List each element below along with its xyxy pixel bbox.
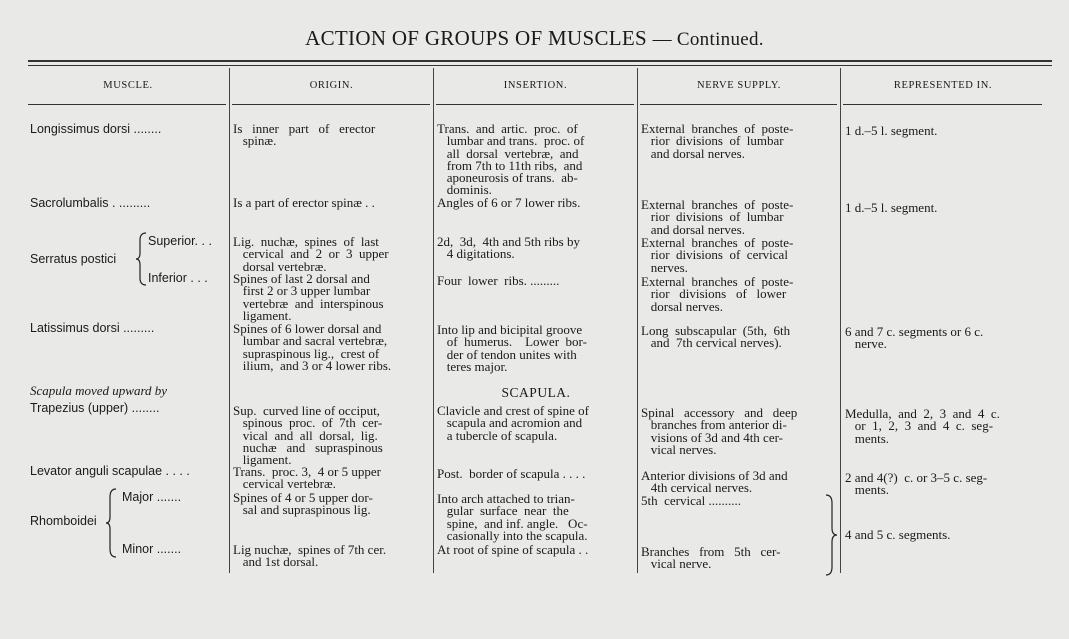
insertion-serratus-inferior: Four lower ribs. .........	[437, 273, 560, 288]
muscle-levator-anguli-scapulae: Levator anguli scapulae . . . .	[30, 464, 190, 478]
origin-latissimus: Spines of 6 lower dorsal and lumbar and sacral vertebræ, supraspinous lig., crest of ilium, and 3 or 4 lower ribs.	[233, 321, 392, 373]
nerve-sacrolumbalis: External branches of poste- rior divisions of lumbar and dorsal nerves.	[641, 197, 794, 237]
header-origin: ORIGIN.	[309, 80, 354, 91]
origin-rhomboidei-major: Spines of 4 or 5 upper dor- sal and supraspinous lig.	[233, 490, 373, 518]
insertion-levator: Post. border of scapula . . . .	[437, 466, 586, 481]
insertion-trapezius: Clavicle and crest of spine of scapula and acromion and a tubercle of scapula.	[437, 403, 589, 443]
represented-levator: 2 and 4(?) c. or 3–5 c. seg- ments.	[845, 470, 988, 498]
origin-sacrolumbalis: Is a part of erector spinæ . .	[233, 195, 375, 210]
scapula-subheading: Scapula moved upward by	[30, 383, 168, 398]
insertion-longissimus: Trans. and artic. proc. of lumbar and trans. proc. of all dorsal vertebræ, and from 7th to 11th ribs, and aponeurosis of trans. ab- dominis.	[437, 121, 585, 198]
column-divider	[229, 68, 230, 573]
nerve-trapezius: Spinal accessory and deep branches from anterior di- visions of 3d and 4th cer- vical nerves.	[641, 405, 798, 457]
header-underline	[843, 104, 1042, 105]
insertion-rhomboidei-minor: At root of spine of scapula . .	[437, 542, 589, 557]
represented-sacrolumbalis: 1 d.–5 l. segment.	[845, 200, 938, 215]
origin-serratus-superior: Lig. nuchæ, spines of last cervical and 2 or 3 upper dorsal vertebræ.	[233, 234, 389, 274]
page-title	[0, 26, 1069, 51]
header-muscle: MUSCLE.	[103, 80, 153, 91]
header-underline	[640, 104, 837, 105]
muscle-longissimus-dorsi: Longissimus dorsi ........	[30, 122, 162, 136]
nerve-latissimus: Long subscapular (5th, 6th and 7th cervical nerves).	[641, 323, 791, 351]
brace-icon	[106, 488, 118, 558]
origin-longissimus: Is inner part of erector spinæ.	[233, 121, 376, 149]
nerve-serratus-inferior: External branches of poste- rior divisions of lower dorsal nerves.	[641, 274, 794, 314]
insertion-rhomboidei-major: Into arch attached to trian- gular surface near the spine, and inf. angle. Oc- casionally into the scapula.	[437, 491, 588, 543]
muscle-sacrolumbalis: Sacrolumbalis . .........	[30, 196, 151, 210]
origin-levator: Trans. proc. 3, 4 or 5 upper cervical vertebræ.	[233, 464, 381, 492]
nerve-serratus-superior: External branches of poste- rior divisions of cervical nerves.	[641, 235, 794, 275]
nerve-longissimus: External branches of poste- rior divisions of lumbar and dorsal nerves.	[641, 121, 794, 161]
column-divider	[840, 68, 841, 573]
title-rule-bottom	[28, 65, 1052, 66]
label-rhomboidei-minor: Minor .......	[122, 542, 182, 556]
header-represented-in: REPRESENTED IN.	[893, 80, 993, 91]
header-underline	[232, 104, 430, 105]
brace-icon	[824, 494, 838, 576]
muscle-latissimus-dorsi: Latissimus dorsi .........	[30, 321, 155, 335]
title-main: ACTION OF GROUPS OF MUSCLES	[305, 26, 647, 50]
header-underline	[28, 104, 226, 105]
insertion-latissimus: Into lip and bicipital groove of humerus. Lower bor- der of tendon unites with teres major.	[437, 322, 587, 374]
muscle-rhomboidei: Rhomboidei	[30, 514, 97, 528]
nerve-rhomboidei-minor: Branches from 5th cer- vical nerve.	[641, 544, 781, 572]
origin-rhomboidei-minor: Lig nuchæ, spines of 7th cer. and 1st dorsal.	[233, 542, 387, 570]
column-divider	[637, 68, 638, 573]
column-divider	[433, 68, 434, 573]
title-continued: — Continued.	[652, 29, 764, 50]
section-scapula: SCAPULA.	[501, 385, 571, 400]
muscle-serratus-postici: Serratus postici	[30, 252, 117, 266]
header-insertion: INSERTION.	[503, 80, 568, 91]
label-serratus-superior: Superior. . .	[148, 234, 212, 248]
title-rule-top	[28, 60, 1052, 62]
label-serratus-inferior: Inferior . . .	[148, 271, 208, 285]
header-underline	[436, 104, 634, 105]
represented-rhomboidei: 4 and 5 c. segments.	[845, 527, 951, 542]
header-nerve-supply: NERVE SUPPLY.	[697, 80, 781, 91]
represented-latissimus: 6 and 7 c. segments or 6 c. nerve.	[845, 324, 984, 352]
origin-trapezius: Sup. curved line of occiput, spinous proc. of 7th cer- vical and all dorsal, lig. nuchæ and supraspinous ligament.	[233, 403, 383, 468]
represented-longissimus: 1 d.–5 l. segment.	[845, 123, 938, 138]
muscle-trapezius-upper: Trapezius (upper) ........	[30, 401, 160, 415]
insertion-sacrolumbalis: Angles of 6 or 7 lower ribs.	[437, 195, 581, 210]
brace-icon	[136, 232, 148, 286]
represented-trapezius: Medulla, and 2, 3 and 4 c. or 1, 2, 3 and 4 c. seg- ments.	[845, 406, 1000, 446]
nerve-levator: Anterior divisions of 3d and 4th cervical nerves.	[641, 468, 788, 496]
nerve-rhomboidei-major: 5th cervical ..........	[641, 493, 741, 508]
origin-serratus-inferior: Spines of last 2 dorsal and first 2 or 3 upper lumbar vertebræ and interspinous ligament.	[233, 271, 384, 323]
label-rhomboidei-major: Major .......	[122, 490, 182, 504]
insertion-serratus-superior: 2d, 3d, 4th and 5th ribs by 4 digitations.	[437, 234, 580, 262]
